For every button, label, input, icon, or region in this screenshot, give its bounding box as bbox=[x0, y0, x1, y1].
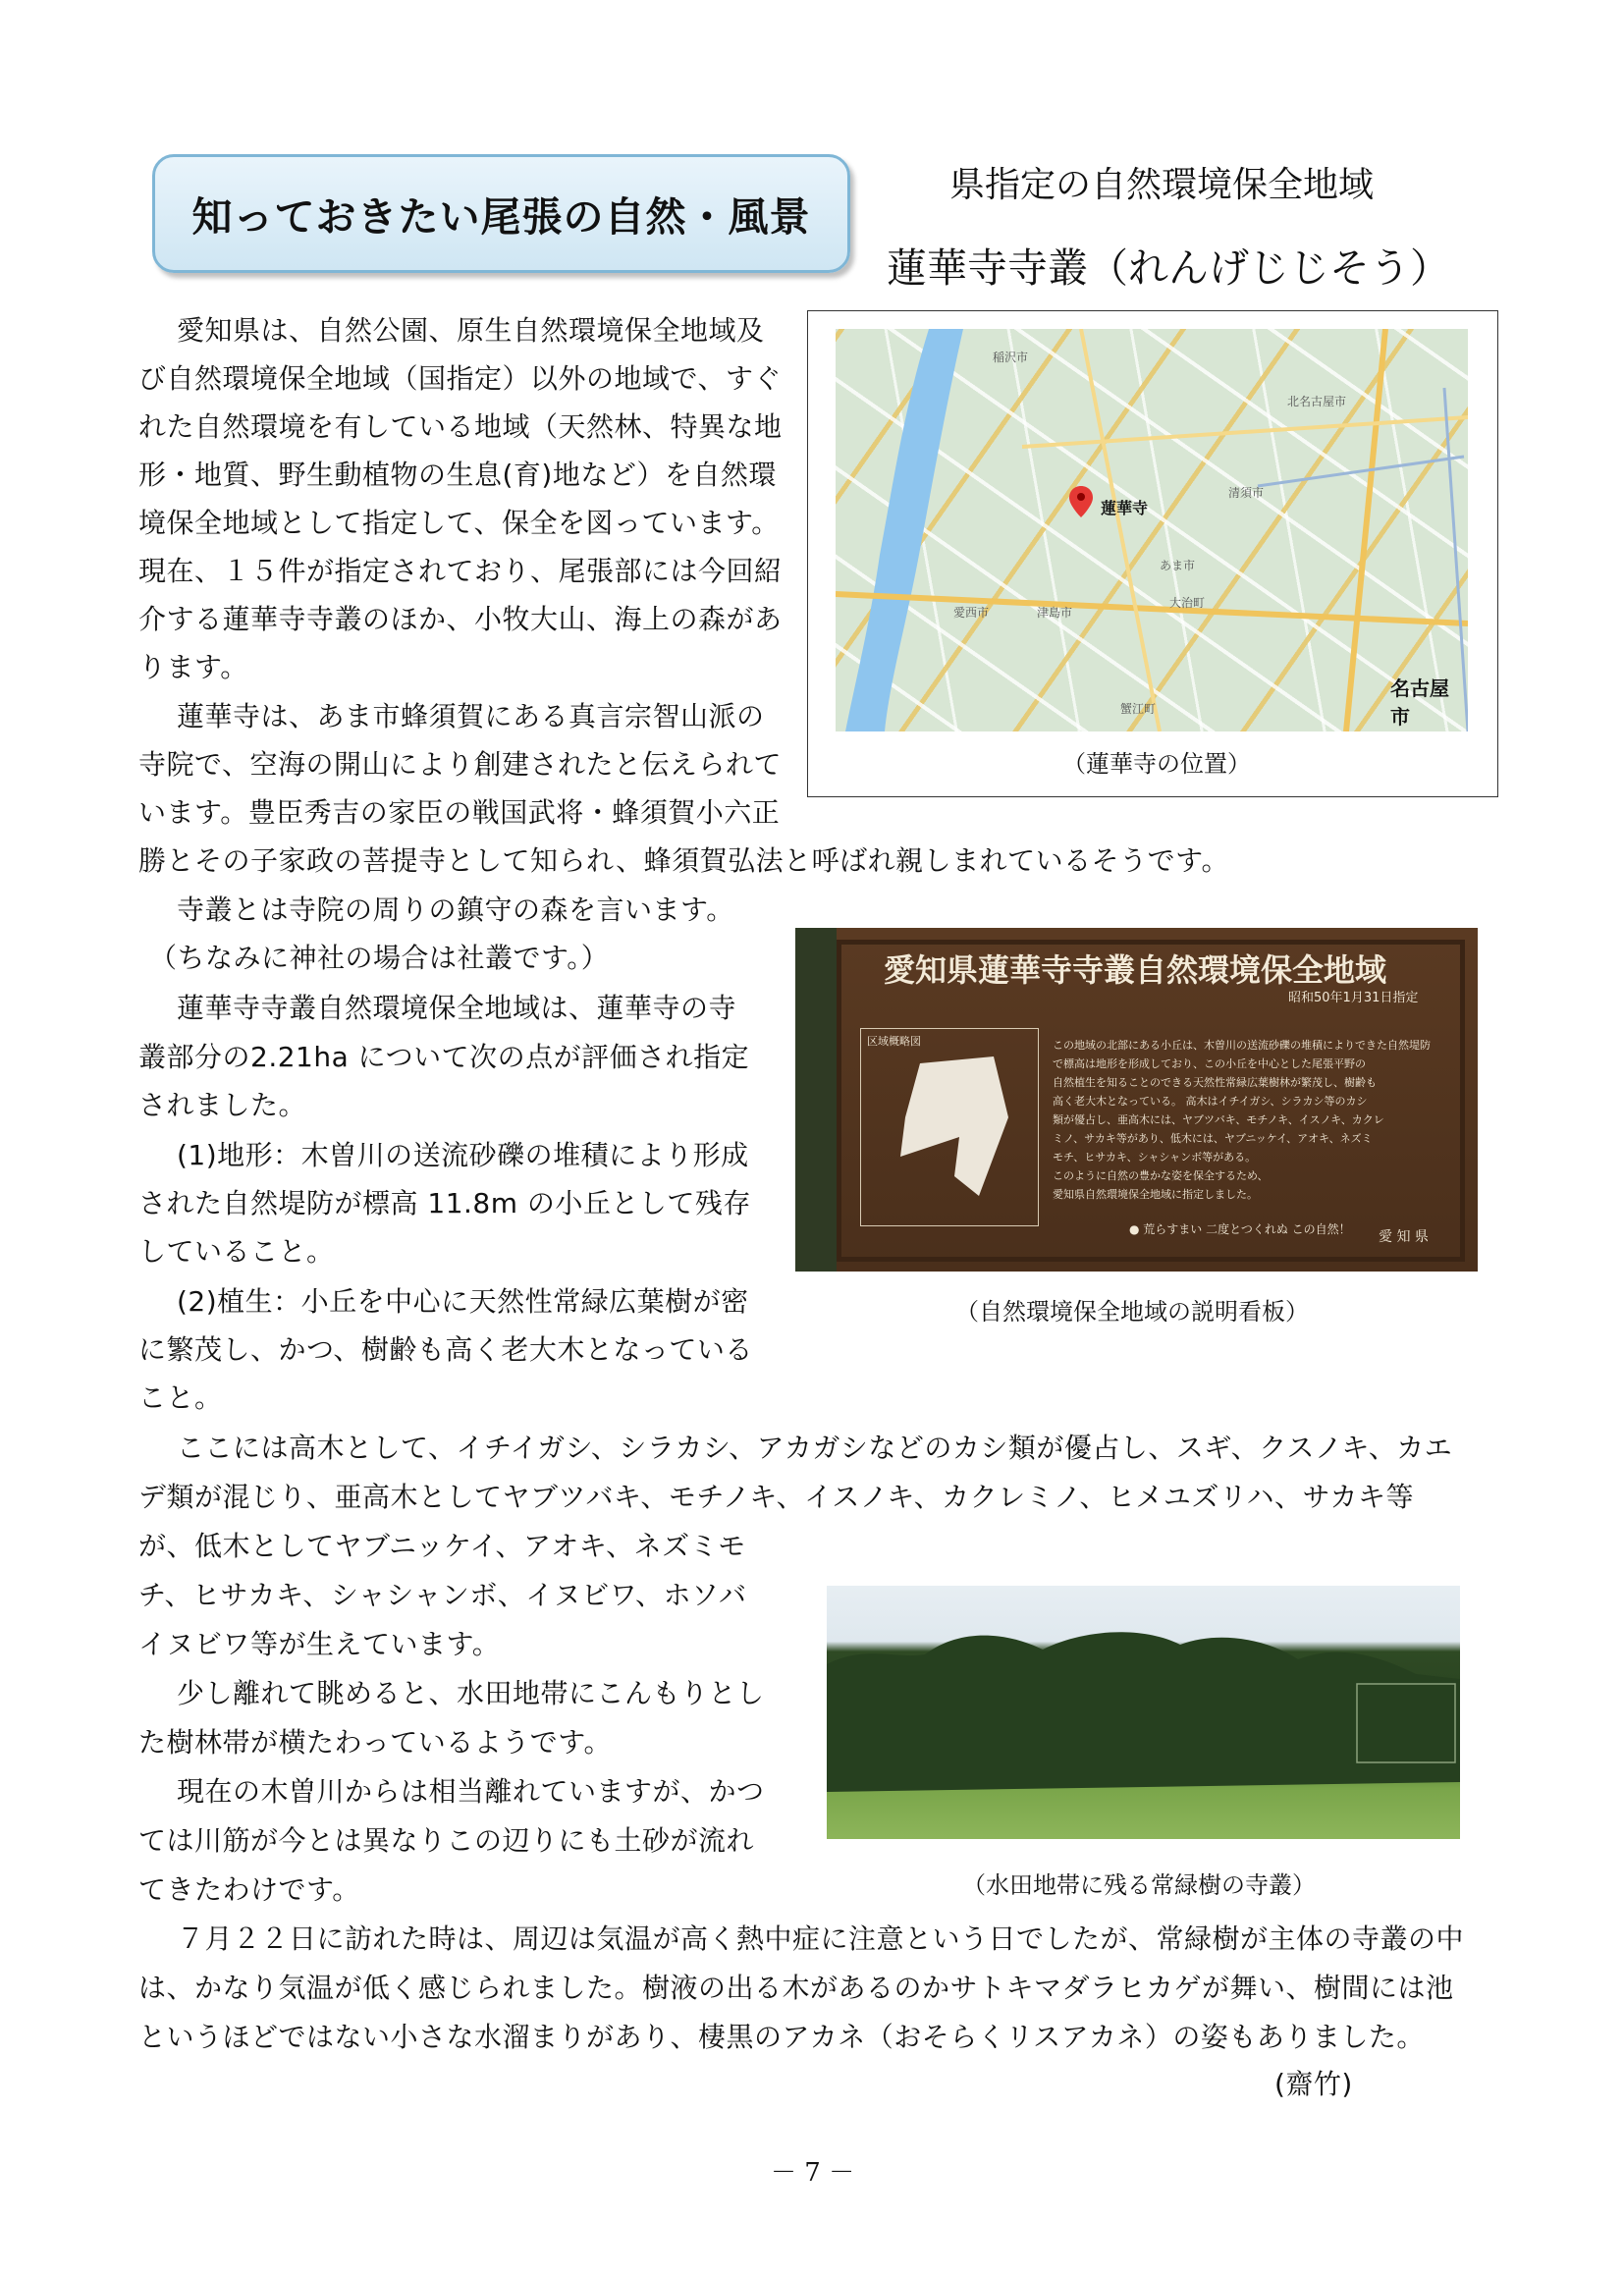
body-line: イヌビワ等が生えています。 bbox=[138, 1628, 501, 1660]
body-line: 少し離れて眺めると、水田地帯にこんもりとし bbox=[177, 1677, 765, 1709]
signboard-photo bbox=[795, 928, 1478, 1272]
rail-line bbox=[1258, 457, 1464, 486]
page-number: － 7 － bbox=[771, 2158, 855, 2188]
article-subtitle: 県指定の自然環境保全地域 bbox=[949, 165, 1375, 205]
body-line: 叢部分の2.21ha について次の点が評価され指定 bbox=[138, 1041, 750, 1073]
sign-title: 愛知県蓮華寺寺叢自然環境保全地域 bbox=[884, 951, 1387, 989]
map-label: 稲沢市 bbox=[993, 351, 1029, 364]
sign-slogan: ● 荒らすまい 二度とつくれぬ この自然！ bbox=[1129, 1222, 1351, 1236]
body-line: （ちなみに神社の場合は社叢です。） bbox=[149, 942, 610, 974]
map-label: 大治町 bbox=[1169, 596, 1206, 610]
body-line: 形・地質、野生動植物の生息(育)地など）を自然環 bbox=[138, 459, 777, 491]
sign-body-line: 類が優占し、亜高木には、ヤブツバキ、モチノキ、イスノキ、カクレ bbox=[1053, 1113, 1384, 1126]
body-line: います。豊臣秀吉の家臣の戦国武将・蜂須賀小六正 bbox=[138, 796, 781, 829]
body-line: が、低木としてヤブニッケイ、アオキ、ネズミモ bbox=[138, 1530, 746, 1562]
body-line: こと。 bbox=[138, 1381, 223, 1414]
body-line: チ、ヒサカキ、シャシャンボ、イヌビワ、ホソバ bbox=[138, 1579, 747, 1611]
highway-line bbox=[836, 594, 1468, 623]
section-title-box bbox=[152, 154, 850, 273]
grove-photo bbox=[827, 1586, 1460, 1839]
sign-body-line: 高く老大木となっている。 高木はイチイガシ、シラカシ等のカシ bbox=[1053, 1095, 1368, 1108]
body-line: していること。 bbox=[138, 1235, 335, 1268]
body-line: てきたわけです。 bbox=[138, 1873, 360, 1906]
body-line: 蓮華寺寺叢自然環境保全地域は、蓮華寺の寺 bbox=[177, 992, 737, 1024]
body-line: 現在、１５件が指定されており、尾張部には今回紹 bbox=[138, 555, 783, 587]
body-line: 境保全地域として指定して、保全を図っています。 bbox=[138, 507, 780, 539]
body-line: (2)植生：小丘を中心に天然性常緑広葉樹が密 bbox=[177, 1285, 749, 1318]
body-line: 寺叢とは寺院の周りの鎮守の森を言います。 bbox=[177, 893, 734, 926]
author-credit: (齋竹) bbox=[1274, 2068, 1353, 2100]
body-line: 寺院で、空海の開山により創建されたと伝えられて bbox=[138, 748, 782, 781]
tree-canopy-shape bbox=[827, 1586, 1460, 1839]
body-line: というほどではない小さな水溜まりがあり、棲黒のアカネ（おそらくリスアカネ）の姿もありました。 bbox=[138, 2021, 1425, 2053]
sign-body-line: で標高は地形を形成しており、この小丘を中心とした尾張平野の bbox=[1053, 1057, 1366, 1070]
body-line: 蓮華寺は、あま市蜂須賀にある真言宗智山派の bbox=[177, 700, 765, 732]
body-line: 現在の木曽川からは相当離れていますが、かつ bbox=[177, 1775, 765, 1808]
grove-photo-caption: （水田地帯に残る常緑樹の寺叢） bbox=[962, 1871, 1316, 1899]
sign-organization: 愛 知 県 bbox=[1379, 1229, 1429, 1245]
sign-body-line: モチ、ヒサカキ、シャシャンボ等がある。 bbox=[1053, 1151, 1257, 1164]
body-line: び自然環境保全地域（国指定）以外の地域で、すぐ bbox=[138, 362, 782, 395]
body-line: に繁茂し、かつ、樹齢も高く老大木となっている bbox=[138, 1333, 753, 1366]
body-line: 勝とその子家政の菩提寺として知られ、蜂須賀弘法と呼ばれ親しまれているそうです。 bbox=[138, 844, 1229, 877]
body-line: デ類が混じり、亜高木としてヤブツバキ、モチノキ、イスノキ、カクレミノ、ヒメユズリハ、サカキ等 bbox=[138, 1481, 1414, 1513]
road-line bbox=[1022, 417, 1468, 447]
highway-line bbox=[1346, 329, 1385, 731]
signboard-caption: （自然環境保全地域の説明看板） bbox=[955, 1298, 1309, 1326]
article-title: 蓮華寺寺叢（れんげじじそう） bbox=[887, 244, 1450, 292]
sign-body-line: このように自然の豊かな姿を保全するため、 bbox=[1053, 1169, 1269, 1182]
body-line: されました。 bbox=[138, 1089, 307, 1121]
sign-map-label: 区域概略図 bbox=[867, 1035, 921, 1048]
body-line: された自然堤防が標高 11.8m の小丘として残存 bbox=[138, 1187, 751, 1219]
sign-body-line: 愛知県自然環境保全地域に指定しました。 bbox=[1053, 1188, 1258, 1201]
sign-body-line: ミノ、サカキ等があり、低木には、ヤブニッケイ、アオキ、ネズミ bbox=[1053, 1132, 1373, 1145]
section-title: 知っておきたい尾張の自然・風景 bbox=[191, 193, 811, 241]
sign-date: 昭和50年1月31日指定 bbox=[1288, 991, 1419, 1005]
sign-area-shape bbox=[861, 1029, 1038, 1225]
road-line bbox=[1081, 329, 1160, 731]
map-label-city: 名古屋市 bbox=[1390, 677, 1449, 729]
sign-body-line: 自然植生を知ることのできる天然性常緑広葉樹林が繁茂し、樹齢も bbox=[1053, 1076, 1377, 1089]
body-line: れた自然環境を有している地域（天然林、特異な地 bbox=[138, 410, 783, 443]
body-line: ここには高木として、イチイガシ、シラカシ、アカガシなどのカシ類が優占し、スギ、クスノキ、カエ bbox=[177, 1432, 1453, 1464]
body-line: ては川筋が今とは異なりこの辺りにも土砂が流れ bbox=[138, 1824, 755, 1857]
body-line: た樹林帯が横たわっているようです。 bbox=[138, 1726, 612, 1759]
map-label-temple: 蓮華寺 bbox=[1101, 499, 1149, 517]
sign-area-map bbox=[860, 1028, 1039, 1226]
body-line: 介する蓮華寺寺叢のほか、小牧大山、海上の森があ bbox=[138, 603, 783, 635]
map-label: 愛西市 bbox=[953, 606, 990, 620]
map-label: 清須市 bbox=[1228, 486, 1265, 500]
body-line: 愛知県は、自然公園、原生自然環境保全地域及 bbox=[177, 314, 765, 347]
river-shape bbox=[845, 329, 963, 731]
map-label: 蟹江町 bbox=[1120, 702, 1157, 716]
map-label: あま市 bbox=[1160, 559, 1196, 572]
map-graphics bbox=[836, 329, 1468, 731]
location-pin-icon bbox=[1069, 486, 1093, 517]
foliage-edge bbox=[795, 928, 837, 1272]
body-line: ７月２２日に訪れた時は、周辺は気温が高く熱中症に注意という日でしたが、常緑樹が主体の寺叢の中 bbox=[177, 1922, 1465, 1955]
sign-body bbox=[1053, 1036, 1431, 1204]
map-caption: （蓮華寺の位置） bbox=[1062, 750, 1251, 778]
map-label: 北名古屋市 bbox=[1287, 395, 1347, 408]
body-line: (1)地形：木曽川の送流砂礫の堆積により形成 bbox=[177, 1139, 749, 1171]
sign-body-line: この地域の北部にある小丘は、木曽川の送流砂礫の堆積によりできた自然堤防 bbox=[1053, 1039, 1431, 1052]
map-label: 津島市 bbox=[1037, 606, 1073, 620]
body-line: は、かなり気温が低く感じられました。樹液の出る木があるのかサトキマダラヒカゲが舞い、樹間には池 bbox=[138, 1972, 1454, 2004]
body-line: ります。 bbox=[138, 651, 248, 683]
location-map bbox=[836, 329, 1468, 731]
